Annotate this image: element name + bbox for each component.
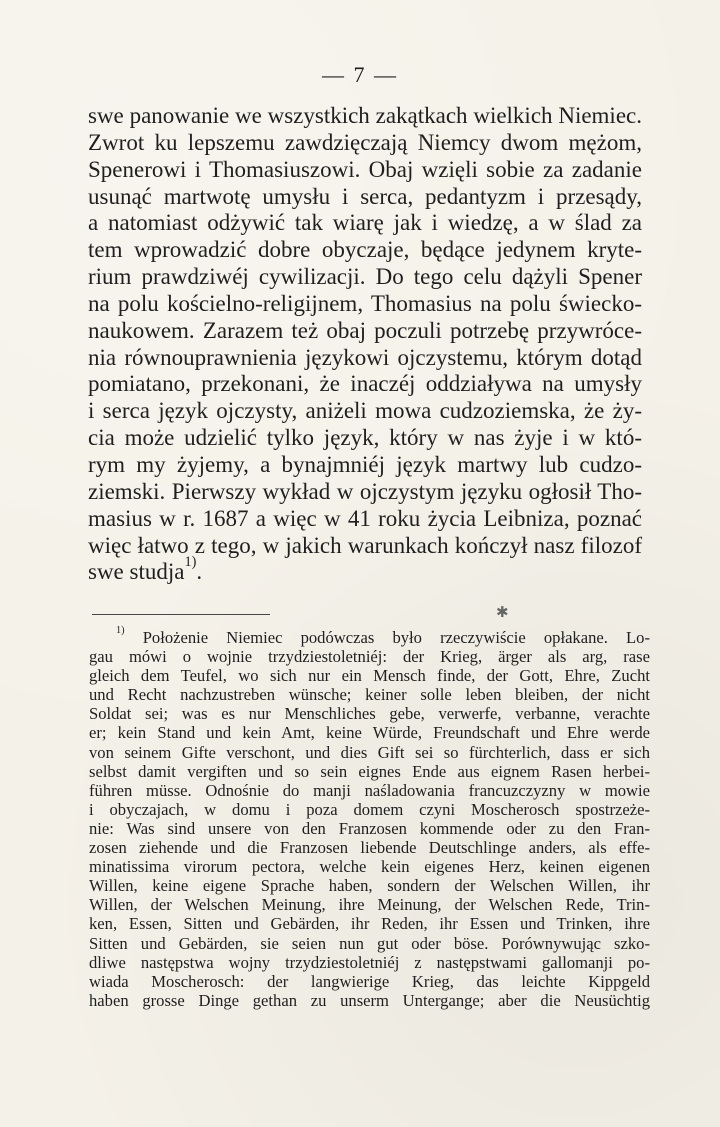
sentence-period: .	[196, 559, 203, 585]
page-number: — 7 —	[322, 62, 398, 87]
main-text-line: więc łatwo z tego, w jakich warunkach kończył nasz filozof	[88, 532, 642, 558]
footnote-line: gleich dem Teufel, wo sich nur ein Mensch finde, der Gott, Ehre, Zucht	[89, 666, 650, 686]
main-text-line: i serca język ojczysty, aniżeli mowa cudzoziemska, że ży-	[88, 398, 642, 424]
footnote-line: Soldat sei; was es nur Menschliches gebe, verwerfe, verbanne, verachte	[89, 704, 650, 724]
footnote-text: Położenie Niemiec podówczas było rzeczywiście opłakane. Lo-	[142, 628, 650, 647]
printed-star-mark: ✱	[496, 605, 509, 621]
main-text-line: swe studja	[88, 559, 185, 585]
footnote-line: selbst damit vergiften und so sein eignes Ende aus eignem Rasen herbei-	[89, 761, 650, 781]
footnote-line: führen müsse. Odnośnie do manji naśladowania francuzczyzny w mowie	[89, 780, 650, 800]
main-text-line: na polu kościelno-religijnem, Thomasius na polu świecko-	[88, 290, 642, 316]
main-text-line: masius w r. 1687 a więc w 41 roku życia Leibniza, poznać	[88, 505, 642, 531]
footnote-line: von seinem Gifte verschont, und dies Gift sei so fürchterlich, dass er sich	[89, 742, 650, 762]
main-text-line: rym my żyjemy, a bynajmniéj język martwy lub cudzo-	[88, 451, 642, 477]
main-text-line: Spenerowi i Thomasiuszowi. Obaj wzięli sobie za zadanie	[88, 156, 642, 182]
footnote-line: dliwe następstwa wojny trzydziestoletniéj z następstwami gallomanji po-	[89, 952, 650, 972]
footnote-marker: 1)	[116, 624, 125, 636]
main-text-line: Zwrot ku lepszemu zawdzięczają Niemcy dwom mężom,	[88, 129, 642, 155]
footnote-line: er; kein Stand und kein Amt, keine Würde, Freundschaft und Ehre werde	[89, 723, 650, 743]
footnote-line: nie: Was sind unsere von den Franzosen kommende oder zu den Fran-	[89, 818, 650, 838]
footnote-line: gau mówi o wojnie trzydziestoletniéj: der Krieg, ärger als arg, rase	[89, 647, 650, 667]
main-text-line: rium prawdziwéj cywilizacji. Do tego celu dążyli Spener	[88, 264, 642, 290]
main-text-line: nia równouprawnienia językowi ojczystemu, którym dotąd	[88, 344, 642, 370]
footnote-line: Sitten und Gebärden, sie seien nun gut oder böse. Porównywując szko-	[89, 933, 650, 953]
main-text-line: naukowem. Zarazem też obaj poczuli potrzebę przywróce-	[88, 317, 642, 343]
main-paragraph	[88, 103, 642, 586]
footnote-line	[89, 624, 650, 647]
main-text-line: pomiatano, przekonani, że inaczéj oddziaływa na umysły	[88, 371, 642, 397]
footnote-block	[89, 624, 650, 1010]
footnote-line: haben grosse Dinge gethan zu unserm Untergange; aber die Neusüchtig	[89, 990, 650, 1010]
main-text-line: a natomiast odżywić tak wiarę jak i wiedzę, a w ślad za	[88, 210, 642, 236]
footnote-line: minatissima virorum pectora, welche kein eigenes Herz, keinen eigenen	[89, 857, 650, 877]
main-text-line: swe panowanie we wszystkich zakątkach wielkich Niemiec.	[88, 103, 642, 128]
footnote-line: ken, Essen, Sitten und Gebärden, ihr Reden, ihr Essen und Trinken, ihre	[89, 914, 650, 934]
footnote-line: wiada Moscherosch: der langwierige Krieg, das leichte Kippgeld	[89, 971, 650, 991]
footnote-line: zosen ziehende und die Franzosen liebende Deutschlinge anders, als effe-	[89, 838, 650, 858]
main-text-last-line	[88, 553, 642, 586]
main-text-line: usunąć martwotę umysłu i serca, pedantyzm i przesądy,	[88, 183, 642, 209]
footnote-line: Willen, der Welschen Meinung, ihre Meinung, der Welschen Rede, Trin-	[89, 895, 650, 915]
main-text-line: ziemski. Pierwszy wykład w ojczystym języku ogłosił Tho-	[88, 478, 642, 504]
footnote-line: Willen, keine eigene Sprache haben, sondern der Welschen Willen, ihr	[89, 876, 650, 896]
footnote-line: i obyczajach, w domu i poza domem czyni Moscherosch spostrzeże-	[89, 799, 650, 819]
footnote-reference: 1)	[184, 553, 197, 570]
footnote-rule	[92, 614, 270, 615]
footnote-line: und Recht nachzustreben wünsche; keiner solle leben bleiben, der nicht	[89, 685, 650, 705]
main-text-line: tem wprowadzić dobre obyczaje, będące jedynem kryte-	[88, 237, 642, 263]
main-text-line: cia może udzielić tylko język, który w nas żyje i w któ-	[88, 425, 642, 451]
